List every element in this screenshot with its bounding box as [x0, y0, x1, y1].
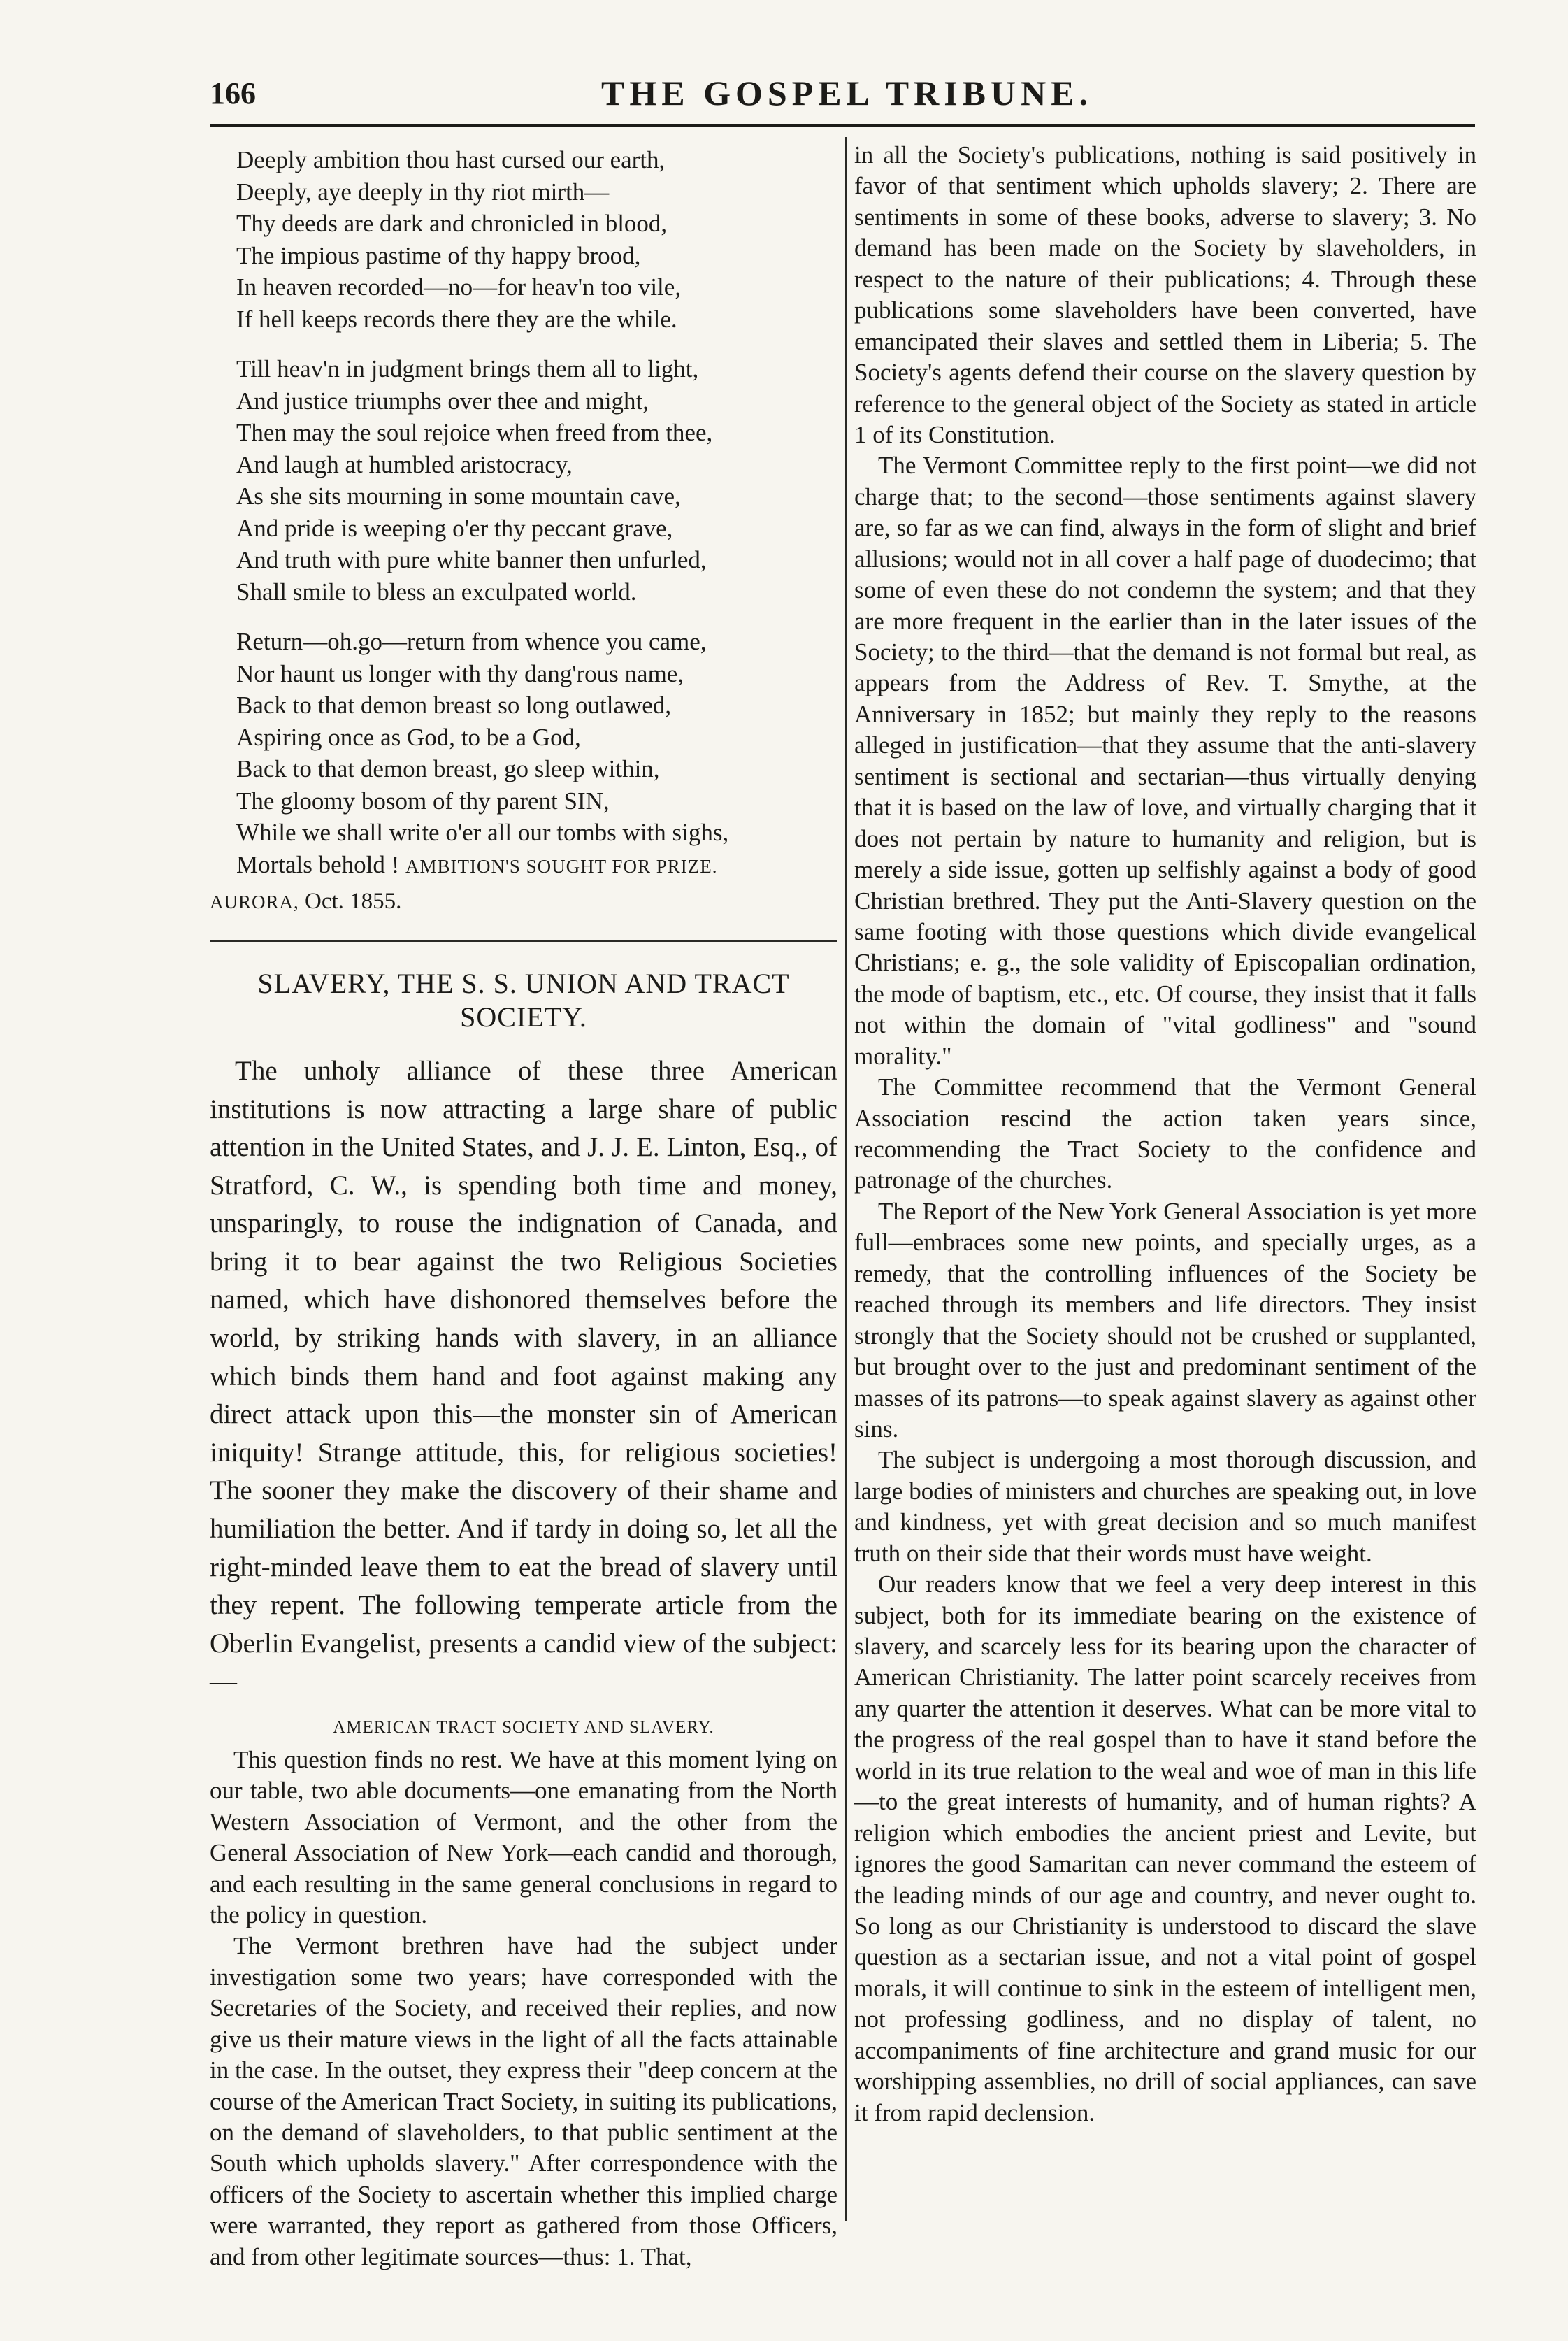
body-paragraph: The Report of the New York General Association is yet more full—embraces some new points, and specially urges, as a remedy, that the controlling influences of the Society be reached through its members and life directors. They insist strongly that the Society should not be crushed or supplanted, but brought over to the just and predominant sentiment of the masses of its patrons—to speak against slavery as against other sins. [854, 1197, 1476, 1442]
poem-line: And justice triumphs over thee and might, [236, 387, 649, 415]
right-column [854, 140, 1476, 2128]
poem-line: And truth with pure white banner then unfurled, [236, 546, 707, 573]
body-paragraph: The Vermont Committee reply to the first point—we did not charge that; to the second—those sentiments against slavery are, so far as we can find, always in the form of slight and brief allusions; would not in all cover a half page of duodecimo; that some of even these do not condemn the system; and that they are more frequent in the earlier than in the later issues of the Society; to the third—that the demand is not formal but real, as appears from the Address of Rev. T. Smythe, at the Anniversary in 1852; but mainly they reply to the reasons alleged in justification—that they assume that the anti-slavery sentiment is sectional and sectarian—thus virtually denying that it is based on the law of love, and virtually charging that it does not pertain by nature to humanity and religion, but is merely a side issue, gotten up selfishly against a body of good Christian brethred. They put the Anti-Slavery question on the same footing with those questions which divide evangelical Christians; e. g., the sole validity of Episcopalian ordination, the mode of baptism, etc., etc. Of course, they insist that it falls not within the domain of "vital godliness" and "sound morality." [854, 452, 1476, 1070]
body-paragraph: Our readers know that we feel a very deep interest in this subject, both for its immediate bearing on the existence of slavery, and scarcely less for its bearing upon the character of American Christianity. The latter point scarcely receives from any quarter the attention it deserves. What can be more vital to the progress of the real gospel than to have it stand before the world in its true relation to the weal and woe of man in this life—to the great interests of humanity, and of human rights? A religion which embodies the ancient priest and Levite, but ignores the good Samaritan can never command the esteem of the leading minds of our age and country, and never ought to. So long as our Christianity is understood to discard the slave question as a sectarian issue, and not a vital point of gospel morals, it will continue to sink in the esteem of intelligent men, not professing godliness, and no display of talent, no accompaniments of fine architecture and grand music for our worshipping assemblies, no drill of social appliances, can save it from rapid declension. [854, 1570, 1476, 2126]
article-lead [210, 1052, 837, 1701]
poem-line: Deeply ambition thou hast cursed our earth, [236, 146, 666, 173]
header-rule [210, 124, 1475, 127]
poem-line: And pride is weeping o'er thy peccant grave, [236, 514, 673, 542]
poem-stanza [236, 626, 837, 880]
signature-date: Oct. 1855. [305, 889, 402, 914]
poem-line: As she sits mourning in some mountain cave, [236, 482, 681, 510]
poem-stanza [236, 353, 837, 608]
lead-paragraph: The unholy alliance of these three American institutions is now attracting a large share of public attention in the United States, and J. J. E. Linton, Esq., of Stratford, C. W., is spending both time and money, unsparingly, to rouse the indignation of Canada, and bring it to bear against the two Religious Societies named, which have dishonored themselves before the world, by striking hands with slavery, in an alliance which binds them hand and foot against making any direct attack upon this—the monster sin of American iniquity! Strange attitude, this, for religious societies! The sooner they make the discovery of their shame and humiliation the better. And if tardy in doing so, let all the right-minded leave them to eat the bread of slavery until they repent. The following temperate article from the Oberlin Evangelist, presents a candid view of the subject:— [210, 1055, 837, 1697]
poem-line: The gloomy bosom of thy parent SIN, [236, 787, 610, 815]
poem-line: And laugh at humbled aristocracy, [236, 450, 573, 478]
article-heading: SLAVERY, THE S. S. UNION AND TRACT SOCIETY. [257, 967, 790, 1033]
poem-last-line-text: Mortals behold ! [236, 850, 400, 878]
body-paragraph: The Committee recommend that the Vermont General Association rescind the action taken years since, recommending the Tract Society to the confidence and patronage of the churches. [854, 1073, 1476, 1194]
poem-line: Till heav'n in judgment brings them all to light, [236, 355, 699, 382]
poem-line: The impious pastime of thy happy brood, [236, 241, 641, 269]
article-body-left [210, 1745, 837, 2272]
poem-line: Thy deeds are dark and chronicled in blood, [236, 210, 668, 237]
poem-last-line [236, 849, 837, 881]
left-column [210, 140, 837, 2272]
poem-line: While we shall write o'er all our tombs with sighs, [236, 819, 729, 846]
poem-line: Nor haunt us longer with thy dang'rous name, [236, 659, 684, 687]
body-paragraph: The Vermont brethren have had the subject under investigation some two years; have corresponded with the Secretaries of the Society, and received their replies, and now give us their mature views in the light of all the facts attainable in the case. In the outset, they express their "deep concern at the course of the American Tract Society, in suiting its publications, on the demand of slaveholders, to that public sentiment at the South which upholds slavery." After correspondence with the officers of the Society to ascertain whether this implied charge were warranted, they report as gathered from those Officers, and from other legitimate sources—thus: 1. That, [210, 1932, 837, 2270]
body-paragraph: This question finds no rest. We have at this moment lying on our table, two able documents—one emanating from the North Western Association of Vermont, and the other from the General Association of New York—each candid and thorough, and each resulting in the same general conclusions in regard to the policy in question. [210, 1745, 837, 1928]
poem-line: Aspiring once as God, to be a God, [236, 723, 581, 751]
poem-line: Return—oh.go—return from whence you came, [236, 628, 707, 655]
section-rule [210, 940, 837, 942]
poem-line: Shall smile to bless an exculpated world. [236, 578, 637, 606]
poem-line: Back to that demon breast so long outlawed, [236, 692, 672, 719]
poem-line: Then may the soul rejoice when freed from thee, [236, 419, 713, 446]
poem-stanza [236, 144, 837, 335]
column-divider [845, 137, 847, 2221]
poem-line: Back to that demon breast, go sleep within, [236, 755, 660, 782]
poem-line: Deeply, aye deeply in thy riot mirth— [236, 178, 610, 206]
page-number: 166 [210, 76, 256, 110]
running-title: THE GOSPEL TRIBUNE. [601, 73, 1093, 113]
page-header [0, 0, 1568, 140]
signature-place: AURORA, [210, 892, 299, 912]
body-paragraph: The subject is undergoing a most thorough discussion, and large bodies of ministers and churches are speaking out, in love and kindness, yet with great decision and so much manifest truth on their side that their words must have weight. [854, 1446, 1476, 1567]
article-body-right [854, 140, 1476, 2128]
poem-line: If hell keeps records there they are the while. [236, 305, 677, 333]
article-subheading: AMERICAN TRACT SOCIETY AND SLAVERY. [333, 1718, 714, 1737]
poem-last-line-caps: AMBITION'S SOUGHT FOR PRIZE. [405, 855, 718, 877]
poem-signature [210, 887, 837, 917]
poem [236, 144, 837, 880]
body-paragraph: in all the Society's publications, nothing is said positively in favor of that sentiment which upholds slavery; 2. There are sentiments in some of these books, adverse to slavery; 3. No demand has been made on the Society by slaveholders, in respect to the nature of their publications; 4. Through these publications some slaveholders have been converted, have emancipated their slaves and settled them in Liberia; 5. The Society's agents defend their course on the slavery question by reference to the general object of the Society as stated in article 1 of its Constitution. [854, 141, 1476, 448]
poem-line: In heaven recorded—no—for heav'n too vile, [236, 273, 682, 301]
